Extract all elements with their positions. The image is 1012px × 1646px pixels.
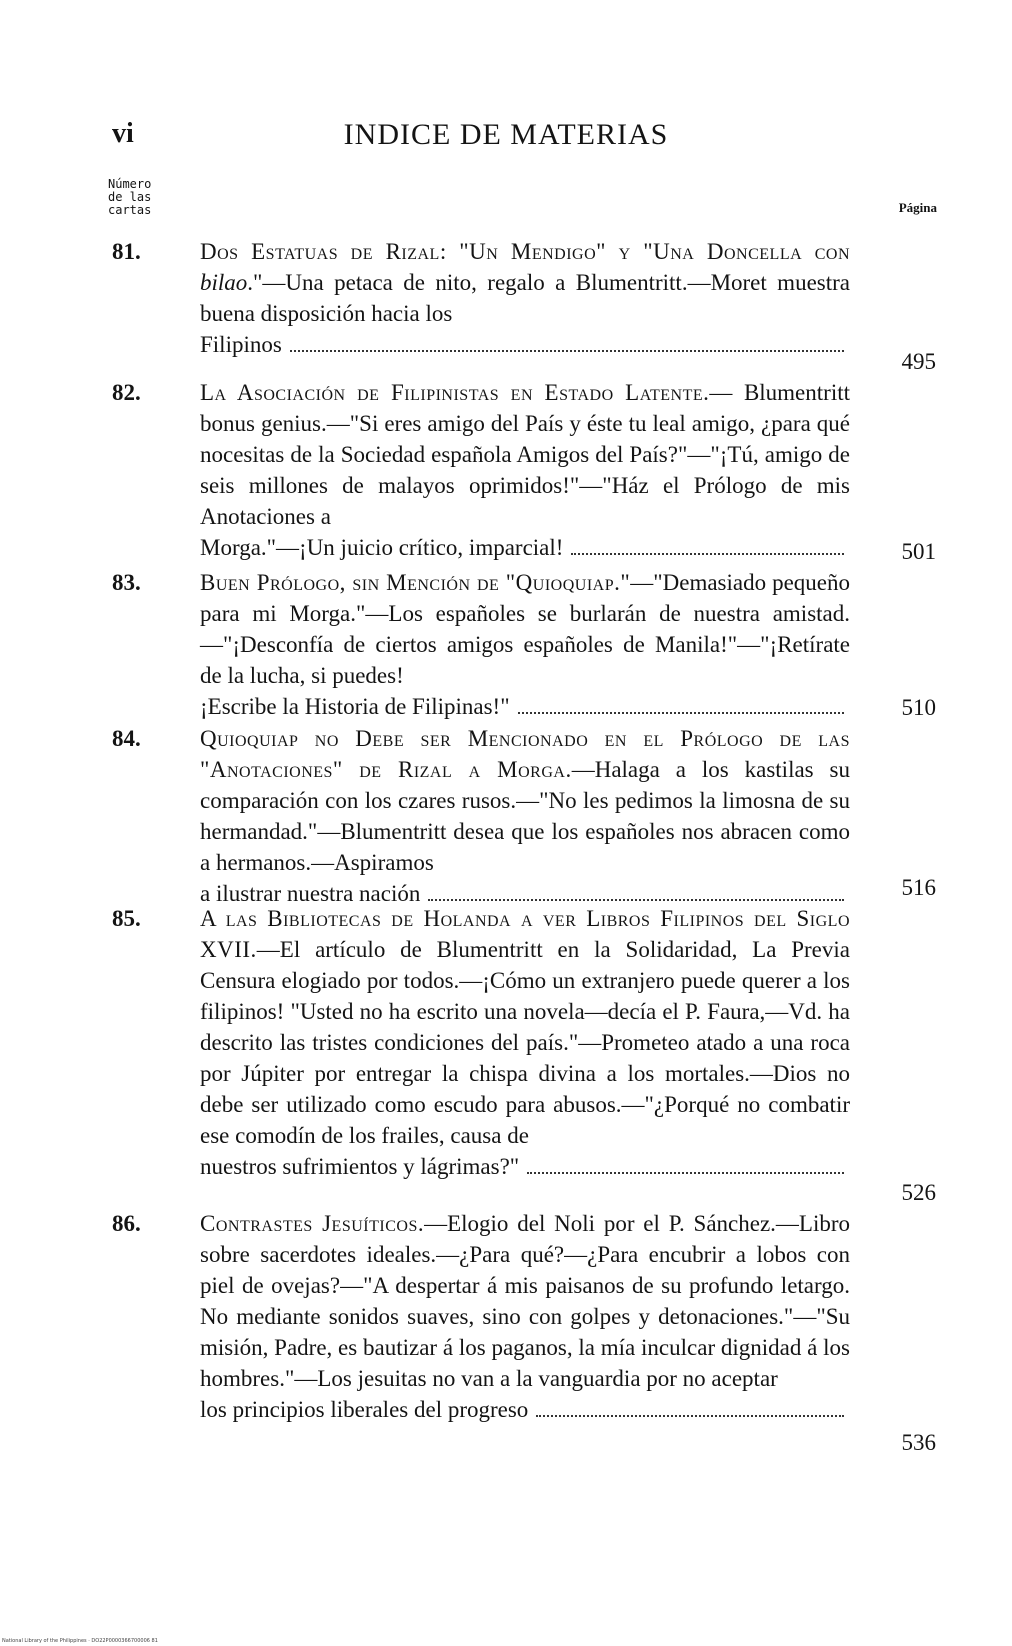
dot-leader [571, 553, 844, 555]
entry-title: Buen Prólogo, sin Mención de "Quioquiap." [200, 570, 631, 595]
entry-text: —Elogio del Noli por el P. Sánchez.—Libro sobre sacerdotes ideales.—¿Para qué?—¿Para encubrir a lobos con piel de ovejas?—"A despertar á mis paisanos de su profundo letargo. No mediante sonidos suaves, sino con golpes y detonaciones."—"Su misión, Padre, es bautizar á los paganos, la mía inculcar dignidad á los hombres."—Los jesuitas no van a la vanguardia por no aceptar [200, 1211, 850, 1391]
toc-entry [0, 567, 1012, 723]
entry-title: La Asociación de Filipinistas en Estado Latente.— [200, 380, 733, 405]
entry-text: —"Demasiado pequeño para mi Morga."—Los españoles se burlarán de nuestra amistad.—"¡Desconfía de ciertos amigos españoles de Manila!"—"¡Retírate de la lucha, si puedes! [200, 570, 850, 688]
entry-number: 84. [112, 726, 141, 751]
letter-number-heading [108, 178, 151, 217]
folio: vi [112, 118, 134, 149]
toc-entry [0, 377, 1012, 567]
entry-tail: a ilustrar nuestra nación [200, 881, 421, 906]
entry-page: 536 [901, 1430, 936, 1455]
dot-leader [290, 350, 844, 352]
entry-tail: Filipinos [200, 332, 282, 357]
entry-title: Dos Estatuas de Rizal: "Un Mendigo" y "Una Doncella con [200, 239, 850, 264]
entry-page: 495 [901, 349, 936, 374]
entry-number: 85. [112, 906, 141, 931]
heading-line: Número [108, 177, 152, 191]
heading-line: cartas [108, 203, 152, 217]
scan-footer: National Library of the Philippines · DO22P0000366700006 81 [2, 1638, 158, 1644]
toc-entry [0, 723, 1012, 906]
dot-leader [536, 1415, 844, 1417]
page-heading: Página [898, 200, 937, 215]
dot-leader [428, 899, 844, 901]
entry-tail: los principios liberales del progreso [200, 1397, 529, 1422]
page-header [0, 118, 1012, 162]
entry-text: —El artículo de Blumentritt en la Solidaridad, La Previa Censura elogiado por todos.—¡Cómo un extranjero puede querer a los filipinos! "Usted no ha escrito una novela—decía el P. Faura,—Vd. ha descrito las tristes condiciones del país."—Prometeo atado a una roca por Júpiter por entregar la chispa divina a los mortales.—Dios no debe ser utilizado como escudo para abusos.—"¿Porqué no combatir ese comodín de los frailes, causa de [200, 937, 850, 1148]
dot-leader [527, 1172, 844, 1174]
toc-entry [0, 903, 1012, 1208]
dot-leader [518, 712, 844, 714]
heading-line: de las [108, 190, 152, 204]
entry-text: Blumentritt bonus genius.—"Si eres amigo del País y éste tu leal amigo, ¿para qué nocesitas de la Sociedad española Amigos del País?"—"¡Tú, amigo de seis millones de malayos oprimidos!"—"Ház el Prólogo de mis Anotaciones a [200, 380, 850, 529]
entry-title: Contrastes Jesuíticos. [200, 1211, 425, 1236]
page-title: INDICE DE MATERIAS [343, 118, 669, 151]
toc-entries [0, 236, 1012, 1458]
entry-title: A las Bibliotecas de Holanda a ver Libros Filipinos del Siglo XVII. [200, 906, 850, 962]
entry-text: —Halaga a los kastilas su comparación con los czares rusos.—"No les pedimos la limosna de su hermandad."—Blumentritt desea que los españoles nos abracen como a hermanos.—Aspiramos [200, 757, 850, 875]
entry-page: 501 [901, 539, 936, 564]
entry-tail: ¡Escribe la Historia de Filipinas!" [200, 694, 510, 719]
entry-page: 516 [901, 875, 936, 900]
entry-tail: Morga."—¡Un juicio crítico, imparcial! [200, 535, 564, 560]
entry-number: 81. [112, 239, 141, 264]
entry-page: 510 [901, 695, 936, 720]
entry-number: 82. [112, 380, 141, 405]
toc-entry [0, 1208, 1012, 1458]
entry-number: 83. [112, 570, 141, 595]
entry-number: 86. [112, 1211, 141, 1236]
entry-tail: nuestros sufrimientos y lágrimas?" [200, 1154, 520, 1179]
entry-page: 526 [901, 1180, 936, 1205]
entry-italic: bilao [200, 270, 248, 295]
entry-text: ."—Una petaca de nito, regalo a Blumentritt.—Moret muestra buena disposición hacia los [200, 270, 850, 326]
entry-title: Quioquiap no Debe ser Mencionado en el Prólogo de las "Anotaciones" de Rizal a Morga. [200, 726, 850, 782]
toc-entry [0, 236, 1012, 377]
column-headings [0, 178, 1012, 228]
